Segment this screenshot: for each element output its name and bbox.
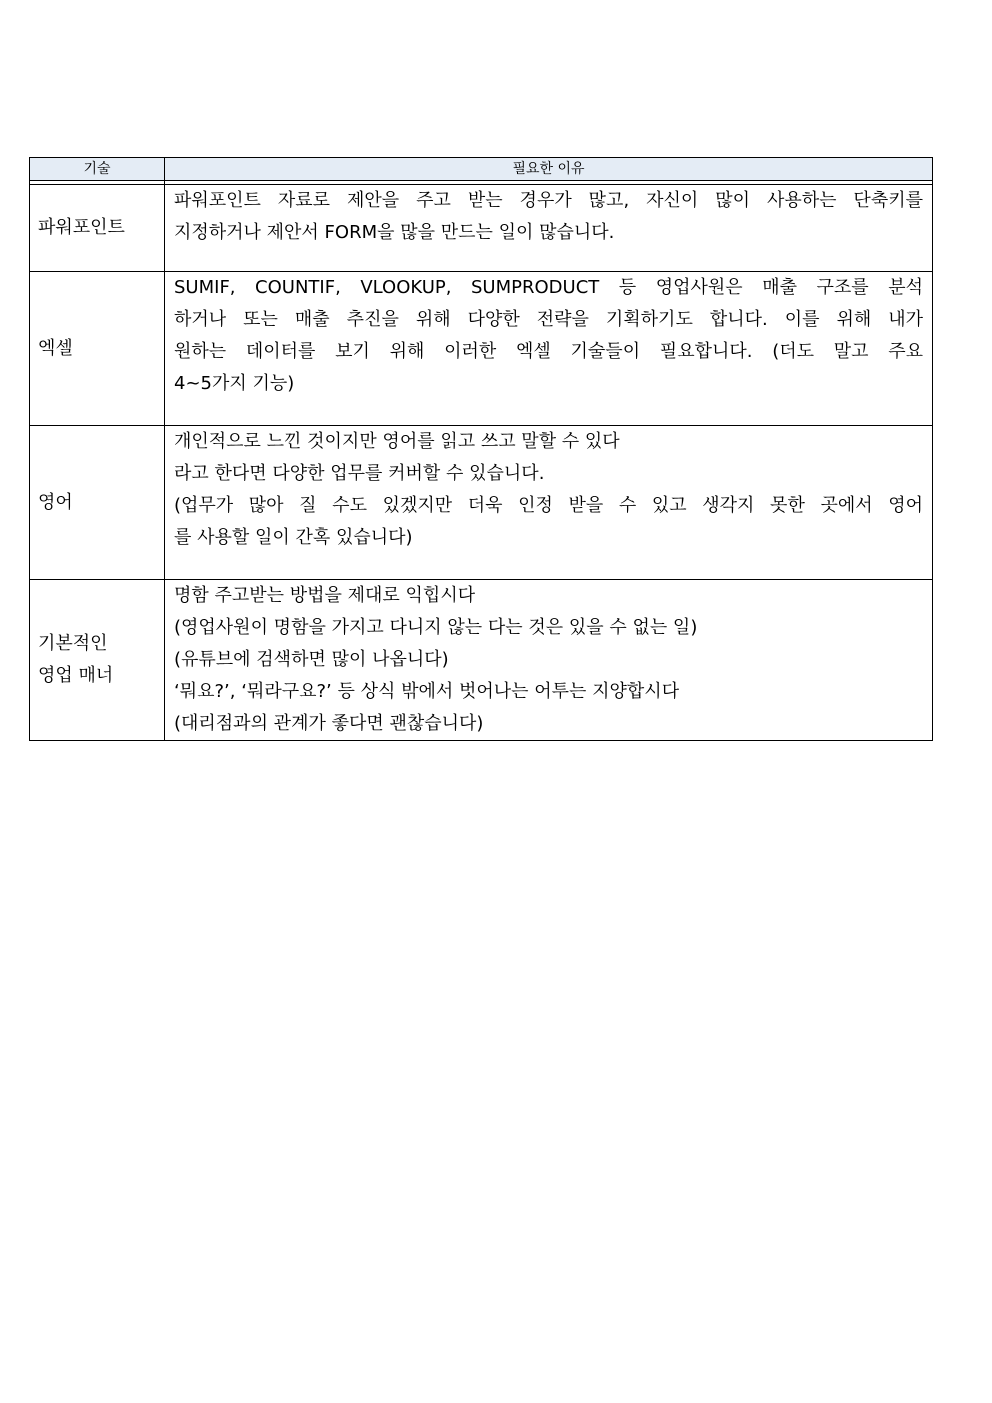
header-reason: 필요한 이유 <box>165 158 933 181</box>
reason-line: 원하는 데이터를 보기 위해 이러한 엑셀 기술들이 필요합니다. (더도 말고 주요 <box>174 341 923 362</box>
skill-label: 영어 <box>38 491 73 513</box>
reason-line: 명함 주고받는 방법을 제대로 익힙시다 <box>174 585 476 606</box>
table-row <box>30 426 933 580</box>
header-skill: 기술 <box>30 158 165 181</box>
table-row <box>30 185 933 272</box>
reason-cell <box>165 580 933 741</box>
reason-line: (유튜브에 검색하면 많이 나옵니다) <box>174 649 449 670</box>
reason-line: SUMIF, COUNTIF, VLOOKUP, SUMPRODUCT 등 영업사원은 매출 구조를 분석 <box>174 277 923 298</box>
skill-cell <box>30 426 165 580</box>
skill-cell <box>30 185 165 272</box>
skill-cell <box>30 580 165 741</box>
skill-cell <box>30 272 165 426</box>
skills-table <box>29 157 933 741</box>
reason-line: 4~5가지 기능) <box>174 373 295 394</box>
reason-cell <box>165 426 933 580</box>
reason-cell <box>165 272 933 426</box>
reason-line: 라고 한다면 다양한 업무를 커버할 수 있습니다. <box>174 463 545 484</box>
header-row <box>30 158 933 181</box>
skill-label: 기본적인 <box>38 633 108 654</box>
reason-line: 파워포인트 자료로 제안을 주고 받는 경우가 많고, 자신이 많이 사용하는 단축키를 <box>174 190 923 211</box>
reason-line: 를 사용할 일이 간혹 있습니다) <box>174 527 413 548</box>
reason-line: (대리점과의 관계가 좋다면 괜찮습니다) <box>174 713 484 734</box>
reason-line: (영업사원이 명함을 가지고 다니지 않는 다는 것은 있을 수 없는 일) <box>174 617 698 638</box>
reason-cell <box>165 185 933 272</box>
reason-line: 지정하거나 제안서 FORM을 많을 만드는 일이 많습니다. <box>174 222 615 243</box>
reason-line: 개인적으로 느낀 것이지만 영어를 읽고 쓰고 말할 수 있다 <box>174 431 620 452</box>
skill-label: 영업 매너 <box>38 665 114 686</box>
reason-line: 하거나 또는 매출 추진을 위해 다양한 전략을 기획하기도 합니다. 이를 위해 내가 <box>174 309 923 330</box>
reason-line: (업무가 많아 질 수도 있겠지만 더욱 인정 받을 수 있고 생각지 못한 곳에서 영어 <box>174 495 923 516</box>
table-row <box>30 580 933 741</box>
skill-label: 엑셀 <box>38 337 73 359</box>
table-row <box>30 272 933 426</box>
reason-line: ‘뭐요?’, ‘뭐라구요?’ 등 상식 밖에서 벗어나는 어투는 지양합시다 <box>174 681 680 702</box>
skill-label: 파워포인트 <box>38 217 125 238</box>
